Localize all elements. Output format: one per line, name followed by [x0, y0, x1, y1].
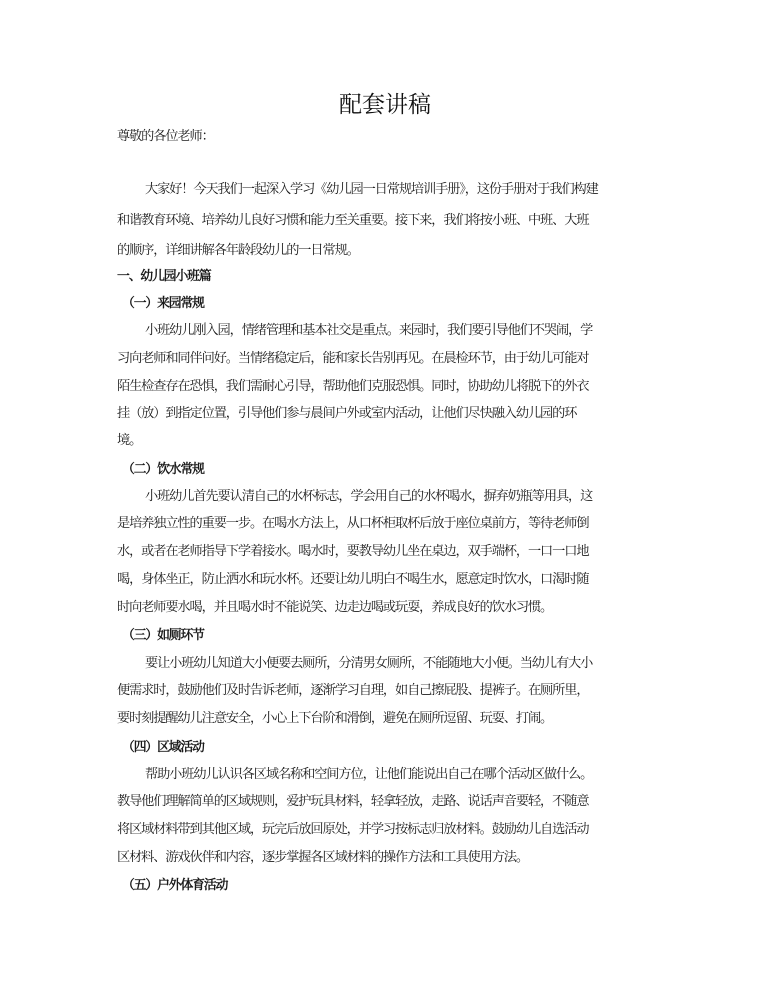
- greeting: 尊敬的各位老师：: [117, 129, 214, 144]
- paragraph-line: 陌生检查存在恐惧，我们需耐心引导，帮助他们克服恐惧。同时，协助幼儿将脱下的外衣: [117, 379, 589, 394]
- paragraph-line: 水，或者在老师指导下学着接水。喝水时，要教导幼儿坐在桌边，双手端杯，一口一口地: [117, 544, 589, 559]
- paragraph-line: 小班幼儿刚入园，情绪管理和基本社交是重点。来园时，我们要引导他们不哭闹，学: [145, 323, 593, 338]
- subsection-heading: （五）户外体育活动: [122, 878, 228, 893]
- intro-line: 和谐教育环境、培养幼儿良好习惯和能力至关重要。接下来，我们将按小班、中班、大班: [117, 213, 589, 228]
- paragraph-line: 要时刻提醒幼儿注意安全，小心上下台阶和滑倒，避免在厕所逗留、玩耍、打闹。: [117, 711, 553, 726]
- intro-line: 大家好！今天我们一起深入学习《幼儿园一日常规培训手册》，这份手册对于我们构建: [145, 182, 598, 197]
- subsection-heading: （四）区域活动: [122, 740, 204, 755]
- paragraph-line: 教导他们理解简单的区域规则，爱护玩具材料，轻拿轻放，走路、说话声音要轻，不随意: [117, 794, 589, 809]
- subsection-heading: （一）来园常规: [122, 296, 204, 311]
- paragraph-line: 将区域材料带到其他区域，玩完后放回原处，并学习按标志归放材料。鼓励幼儿自选活动: [117, 822, 589, 837]
- paragraph-line: 境。: [117, 433, 142, 448]
- subsection-heading: （三）如厕环节: [122, 628, 204, 643]
- paragraph-line: 习向老师和同伴问好。当情绪稳定后，能和家长告别再见。在晨检环节，由于幼儿可能对: [117, 351, 589, 366]
- paragraph-line: 时向老师要水喝，并且喝水时不能说笑、边走边喝或玩耍，养成良好的饮水习惯。: [117, 600, 553, 615]
- paragraph-line: 要让小班幼儿知道大小便要去厕所，分清男女厕所，不能随地大小便。当幼儿有大小: [145, 656, 593, 671]
- paragraph-line: 小班幼儿首先要认清自己的水杯标志，学会用自己的水杯喝水，摒弃奶瓶等用具，这: [145, 489, 593, 504]
- paragraph-line: 便需求时，鼓励他们及时告诉老师，逐渐学习自理，如自己擦屁股、提裤子。在厕所里，: [117, 683, 589, 698]
- intro-line: 的顺序，详细讲解各年龄段幼儿的一日常规。: [117, 243, 359, 258]
- paragraph-line: 是培养独立性的重要一步。在喝水方法上，从口杯柜取杯后放于座位桌前方，等待老师倒: [117, 516, 589, 531]
- paragraph-line: 喝，身体坐正，防止洒水和玩水杯。还要让幼儿明白不喝生水，愿意定时饮水，口渴时随: [117, 572, 589, 587]
- paragraph-line: 挂（放）到指定位置，引导他们参与晨间户外或室内活动，让他们尽快融入幼儿园的环: [117, 406, 577, 421]
- subsection-heading: （二）饮水常规: [122, 462, 204, 477]
- paragraph-line: 区材料、游戏伙伴和内容，逐步掌握各区域材料的操作方法和工具使用方法。: [117, 850, 528, 865]
- page-title: 配套讲稿: [339, 92, 431, 118]
- section-heading: 一、幼儿园小班篇: [117, 269, 211, 284]
- paragraph-line: 帮助小班幼儿认识各区域名称和空间方位，让他们能说出自己在哪个活动区做什么。: [145, 767, 593, 782]
